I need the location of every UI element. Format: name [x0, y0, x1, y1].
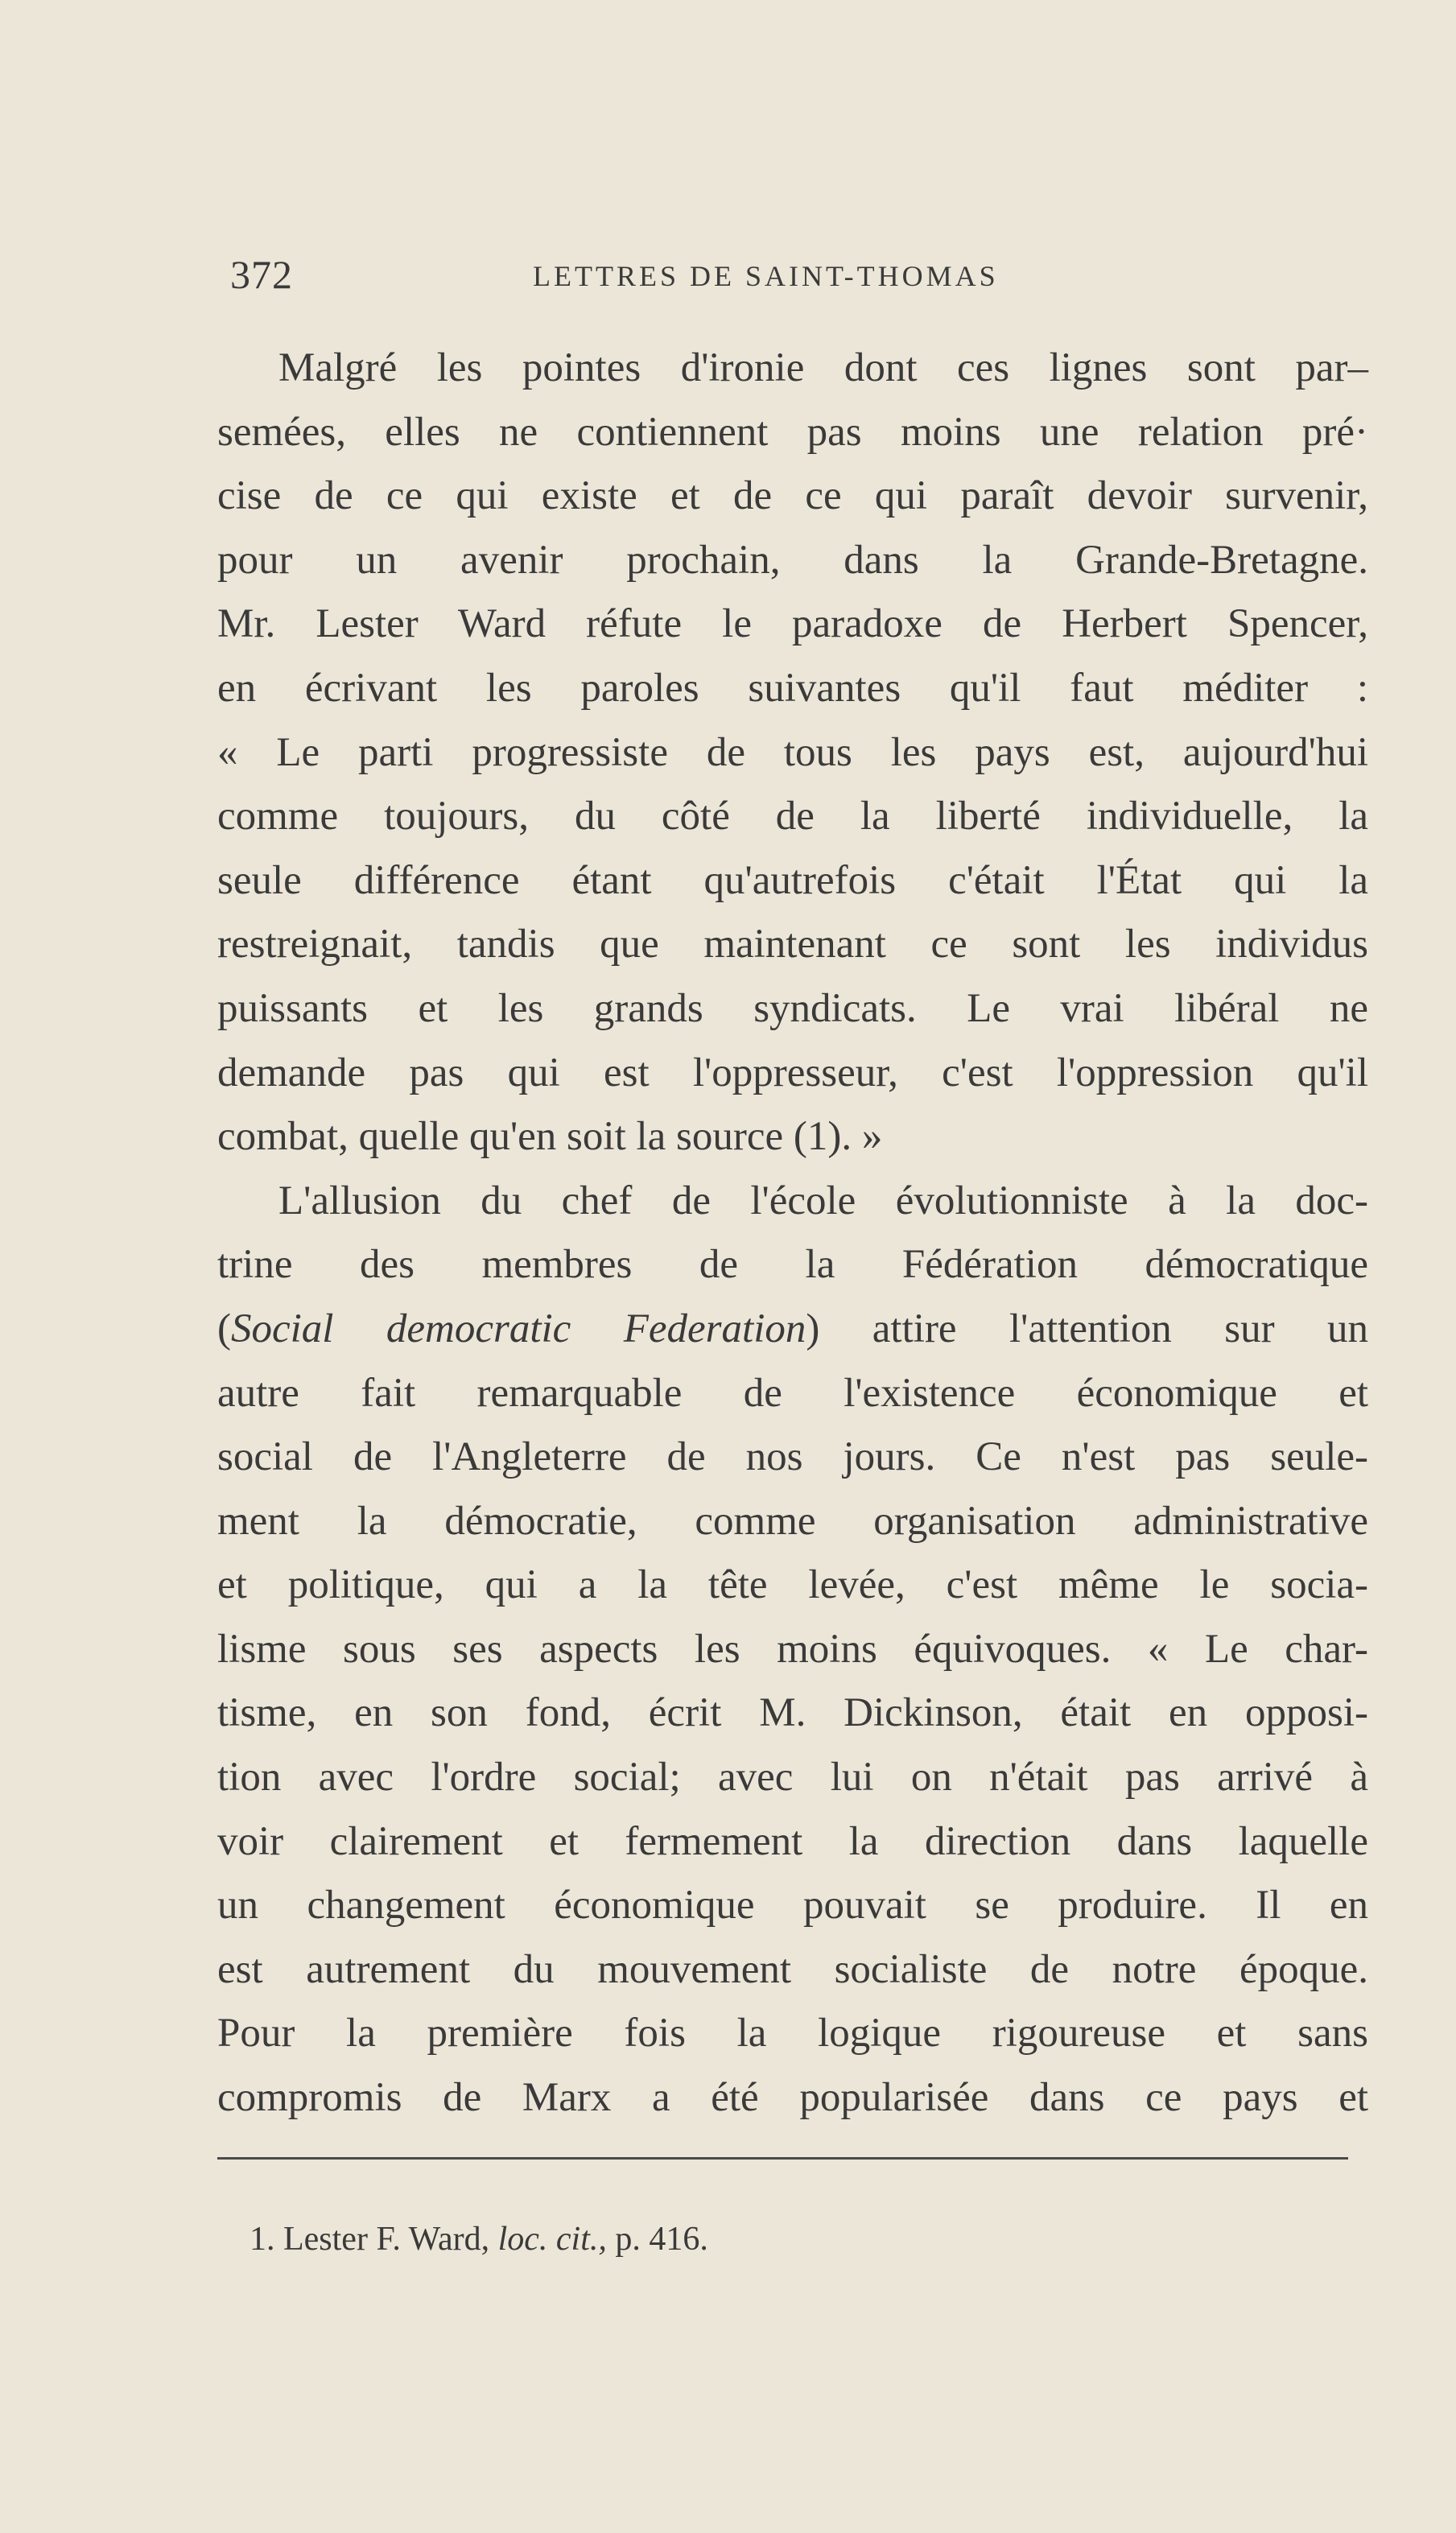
text-line: ment la démocratie, comme organisation administrative — [217, 1498, 1368, 1544]
text-line: social de l'Angleterre de nos jours. Ce n'est pas seule- — [217, 1434, 1368, 1480]
open-paren: ( — [217, 1306, 231, 1351]
footnote-page: p. 416. — [615, 2221, 708, 2258]
text-line: cise de ce qui existe et de ce qui paraît devoir survenir, — [217, 473, 1368, 519]
footnote-number: 1. — [250, 2221, 275, 2258]
text-line: demande pas qui est l'oppresseur, c'est l'oppression qu'il — [217, 1050, 1368, 1095]
text-line: tion avec l'ordre social; avec lui on n'était pas arrivé à — [217, 1755, 1368, 1801]
text-line: et politique, qui a la tête levée, c'est même le socia- — [217, 1562, 1368, 1608]
text-line: trine des membres de la Fédération démocratique — [217, 1242, 1368, 1288]
text-line: lisme sous ses aspects les moins équivoques. « Le char- — [217, 1626, 1368, 1672]
footnote-citation: loc. cit., — [497, 2221, 607, 2258]
text-line-with-italic — [217, 1297, 1368, 1362]
text-line: Mr. Lester Ward réfute le paradoxe de Herbert Spencer, — [217, 601, 1368, 647]
text-line: semées, elles ne contiennent pas moins une relation pré· — [217, 409, 1368, 455]
text-line: Malgré les pointes d'ironie dont ces lignes sont par– — [278, 345, 1368, 390]
footnote-author: Lester F. Ward, — [283, 2221, 490, 2258]
text-line: combat, quelle qu'en soit la source (1). » — [217, 1114, 883, 1160]
text-line: L'allusion du chef de l'école évolutionniste à la doc- — [278, 1178, 1368, 1223]
text-line: « Le parti progressiste de tous les pays est, aujourd'hui — [217, 729, 1368, 775]
text-line: restreignait, tandis que maintenant ce sont les individus — [217, 922, 1368, 967]
footnote-rule — [217, 2157, 1348, 2160]
text-line: voir clairement et fermement la direction dans laquelle — [217, 1818, 1368, 1864]
body-text — [217, 336, 1368, 2131]
text-line: puissants et les grands syndicats. Le vrai libéral ne — [217, 985, 1368, 1031]
running-head: LETTRES DE SAINT-THOMAS — [533, 260, 999, 292]
page-number: 372 — [230, 252, 293, 297]
text-line: compromis de Marx a été popularisée dans ce pays et — [217, 2075, 1368, 2121]
text-line: est autrement du mouvement socialiste de notre époque. — [217, 1946, 1368, 1992]
italic-phrase: Social democratic Federation — [230, 1306, 806, 1351]
text-line: autre fait remarquable de l'existence économique et — [217, 1370, 1368, 1416]
line-remainder: ) attire l'attention sur un — [806, 1306, 1369, 1351]
text-line: comme toujours, du côté de la liberté individuelle, la — [217, 794, 1368, 840]
text-line: Pour la première fois la logique rigoureuse et sans — [217, 2011, 1368, 2057]
footnote — [250, 2220, 708, 2259]
text-line: en écrivant les paroles suivantes qu'il faut méditer : — [217, 665, 1368, 711]
text-line: tisme, en son fond, écrit M. Dickinson, était en opposi- — [217, 1690, 1368, 1736]
text-line: pour un avenir prochain, dans la Grande-Bretagne. — [217, 537, 1368, 583]
text-line: un changement économique pouvait se produire. Il en — [217, 1883, 1368, 1929]
text-line: seule différence étant qu'autrefois c'était l'État qui la — [217, 857, 1368, 903]
